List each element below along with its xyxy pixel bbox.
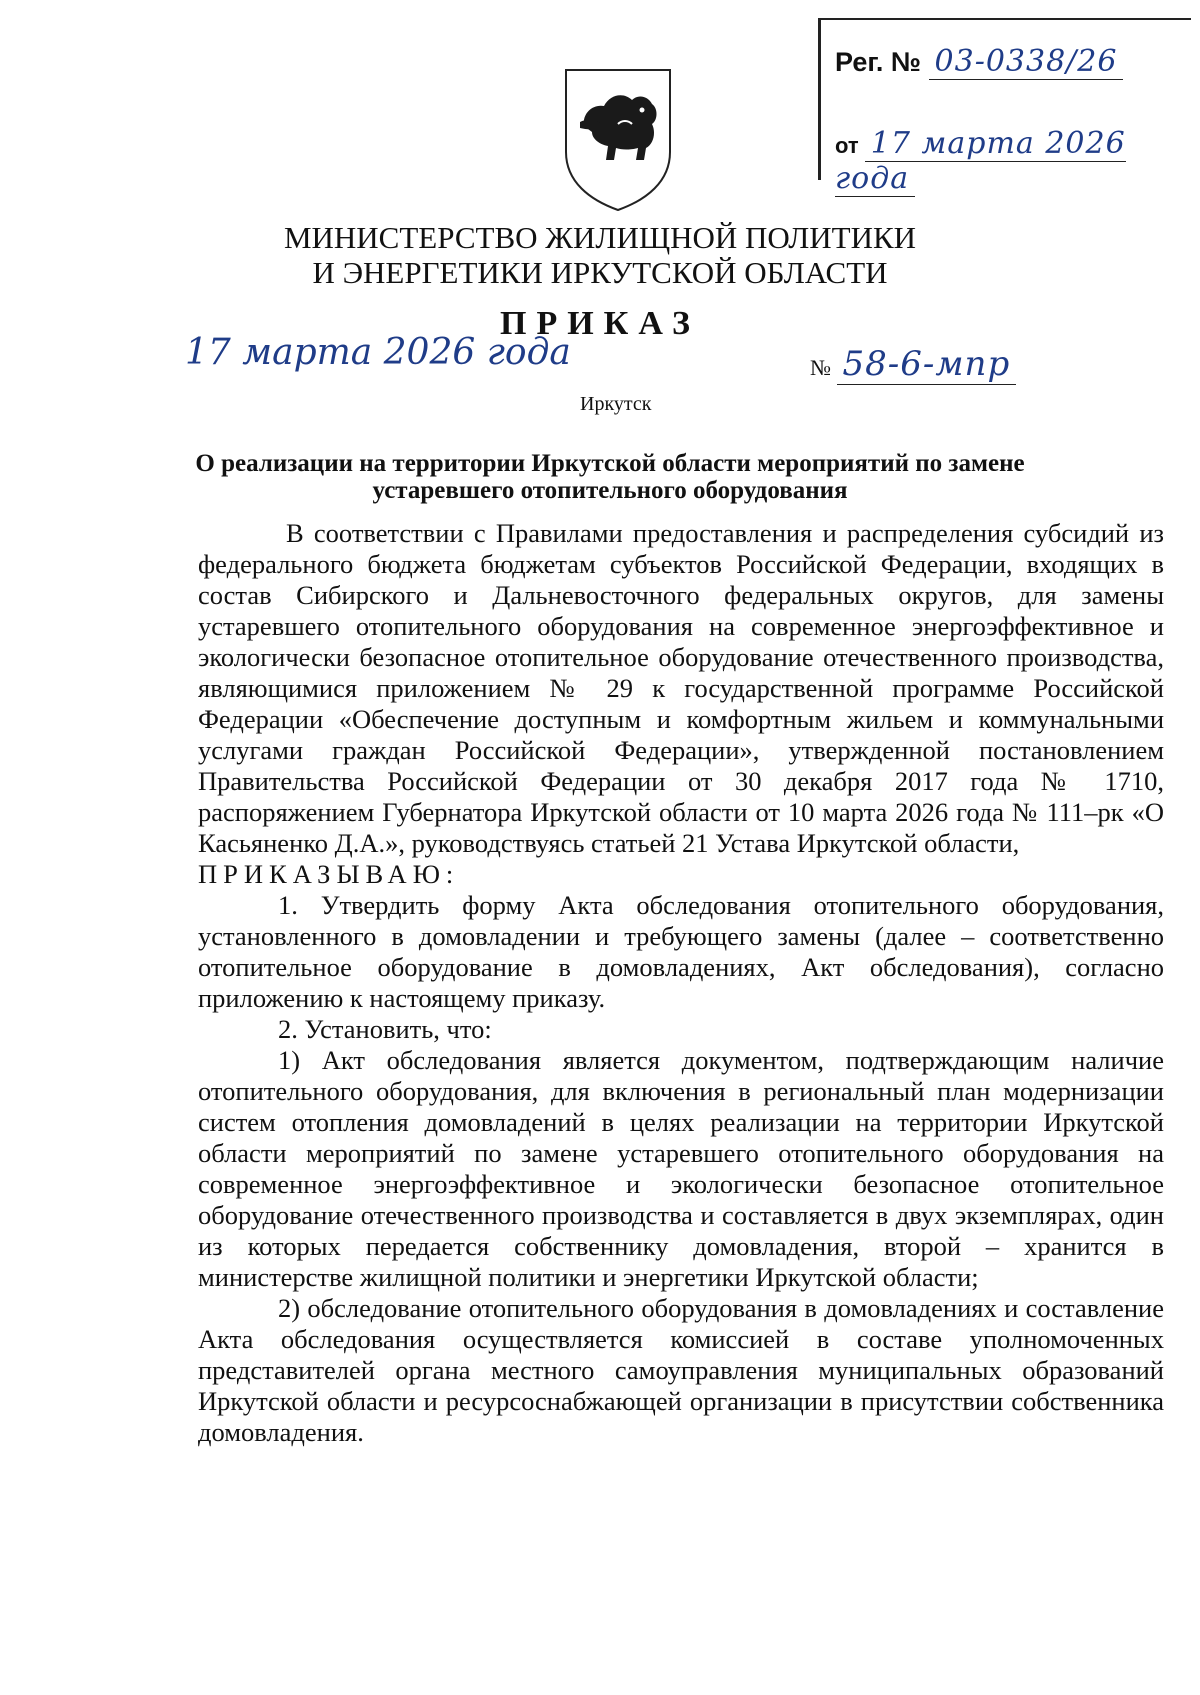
- order-number-value: 58-6-мпр: [837, 344, 1017, 385]
- ministry-line-2: И ЭНЕРГЕТИКИ ИРКУТСКОЙ ОБЛАСТИ: [312, 255, 888, 290]
- reg-number-row: [835, 44, 1123, 79]
- item-2-1-paragraph: 1) Акт обследования является документом, подтверждающим наличие отопительного оборудования, для включения в региональный план модернизации систем отопления домовладений в целях реализации на территории Иркутской области мероприятий по замене устаревшего отопительного оборудования на современное энергоэффективное и экологически безопасное отопительное оборудование отечественного производства и составляется в двух экземплярах, один из которых передается собственнику домовладения, второй – хранится в министерстве жилищной политики и энергетики Иркутской области;: [198, 1045, 1164, 1292]
- city: Иркутск: [580, 393, 652, 415]
- from-label: от: [835, 133, 859, 158]
- preamble-paragraph: В соответствии с Правилами предоставления и распределения субсидий из федерального бюджета бюджетам субъектов Российской Федерации, входящих в состав Сибирского и Дальневосточного федеральных округов, для замены устаревшего отопительного оборудования на современное энергоэффективное и экологически безопасное отопительное оборудование отечественного производства, являющимися приложением № 29 к государственной программе Российской Федерации «Обеспечение доступным и комфортным жильем и коммунальными услугами граждан Российской Федерации», утвержденной постановлением Правительства Российской Федерации от 30 декабря 2017 года № 1710, распоряжением Губернатора Иркутской области от 10 марта 2026 года № 111–рк «О Касьяненко Д.А.», руководствуясь статьей 21 Устава Иркутской области,: [198, 518, 1164, 858]
- ministry-name: [0, 220, 1200, 290]
- reg-label: Рег. №: [835, 47, 921, 77]
- order-number: [810, 344, 1016, 384]
- irkutsk-coat-of-arms-icon: [558, 64, 678, 214]
- reg-date: 17 марта 2026 года: [835, 126, 1126, 196]
- order-subject: О реализации на территории Иркутской области мероприятий по замене устаревшего отопительного оборудования: [195, 450, 1025, 504]
- item-1-paragraph: 1. Утвердить форму Акта обследования отопительного оборудования, установленного в домовладении и требующего замены (далее – соответственно отопительное оборудование в домовладениях, Акт обследования), согласно приложению к настоящему приказу.: [198, 890, 1164, 1013]
- item-2-2-paragraph: 2) обследование отопительного оборудования в домовладениях и составление Акта обследования осуществляется комиссией в составе уполномоченных представителей органа местного самоуправления муниципальных образований Иркутской области и ресурсоснабжающей организации в присутствии собственника домовладения.: [198, 1293, 1164, 1447]
- registration-stamp: [818, 18, 1191, 196]
- order-word: ПРИКАЗЫВАЮ:: [198, 859, 460, 889]
- item-2-paragraph: 2. Установить, что:: [278, 1014, 492, 1044]
- number-label: №: [810, 355, 831, 380]
- order-body: [198, 518, 1164, 1448]
- order-date: 17 марта 2026 года: [185, 332, 571, 373]
- ministry-line-1: МИНИСТЕРСТВО ЖИЛИЩНОЙ ПОЛИТИКИ: [283, 220, 917, 255]
- reg-date-row: [835, 126, 1191, 196]
- document-type-title: ПРИКАЗ: [500, 305, 700, 342]
- reg-number: 03-0338/26: [929, 44, 1124, 80]
